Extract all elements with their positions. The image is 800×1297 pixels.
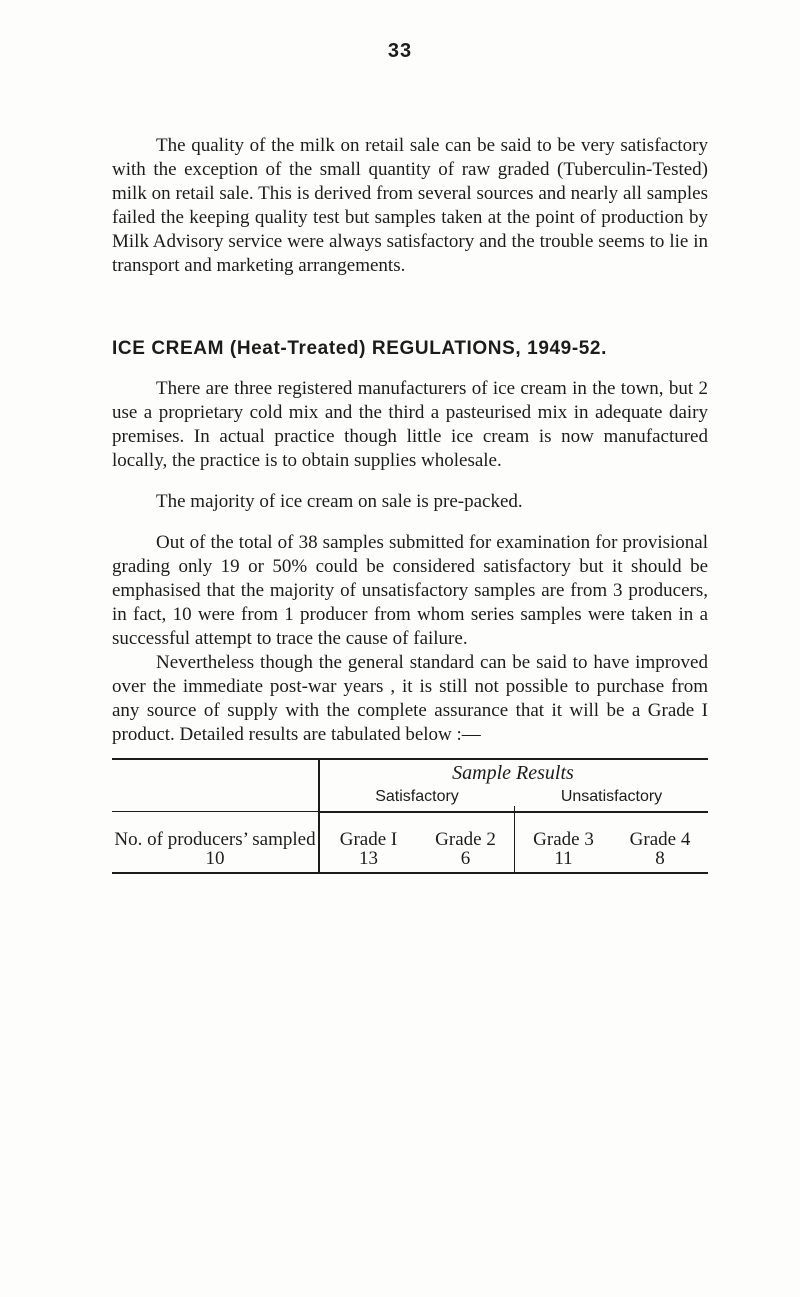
grade-4-value: 8 <box>655 848 665 869</box>
grade-4-label: Grade 4 <box>629 829 691 850</box>
section-heading-ice-cream: ICE CREAM (Heat-Treated) REGULATIONS, 1949-52. <box>112 338 607 359</box>
paragraph-manufacturers: There are three registered manufacturers of ice cream in the town, but 2 use a proprietary cold mix and the third a pasteurised mix in adequate dairy premises. In actual practice though little ice cream is now manufactured locally, the practice is to obtain supplies wholesale. <box>112 378 708 471</box>
page-number: 33 <box>387 40 413 62</box>
paragraph-standard: Nevertheless though the general standard can be said to have improved over the immediate post-war years , it is still not possible to purchase from any source of supply with the complete assurance that it will be a Grade I product. Detailed results are tabulated below :— <box>112 652 708 745</box>
grade-1-label: Grade I <box>339 829 398 850</box>
results-table <box>112 758 708 878</box>
table-top-rule <box>112 758 708 760</box>
row-header-producers: No. of producers’ sampled <box>114 829 316 850</box>
group-header-satisfactory: Satisfactory <box>375 788 459 805</box>
grade-3-value: 11 <box>554 848 573 869</box>
table-header-rule-left <box>112 811 318 812</box>
paragraph-pre-packed: The majority of ice cream on sale is pre-packed. <box>156 491 523 512</box>
grade-1-value: 13 <box>359 848 378 869</box>
table-title: Sample Results <box>452 762 574 784</box>
table-header-rule-right <box>318 811 708 813</box>
table-bottom-rule <box>112 872 708 874</box>
paragraph-milk-quality: The quality of the milk on retail sale can be said to be very satisfactory with the exception of the small quantity of raw graded (Tuberculin-Tested) milk on retail sale. This is derived from several sources and nearly all samples failed the keeping quality test but samples taken at the point of production by Milk Advisory service were always satisfactory and the trouble seems to lie in transport and marketing arrangements. <box>112 135 708 276</box>
producers-value: 10 <box>205 848 225 869</box>
grade-2-label: Grade 2 <box>435 829 496 850</box>
grade-2-value: 6 <box>460 848 471 869</box>
paragraph-samples: Out of the total of 38 samples submitted for examination for provisional grading only 19 or 50% could be considered satisfactory but it should be emphasised that the majority of unsatisfactory samples are from 3 producers, in fact, 10 were from 1 producer from whom series samples were taken in a successful attempt to trace the cause of failure. <box>112 532 708 649</box>
grade-3-label: Grade 3 <box>533 829 594 850</box>
group-header-unsatisfactory: Unsatisfactory <box>560 788 663 805</box>
